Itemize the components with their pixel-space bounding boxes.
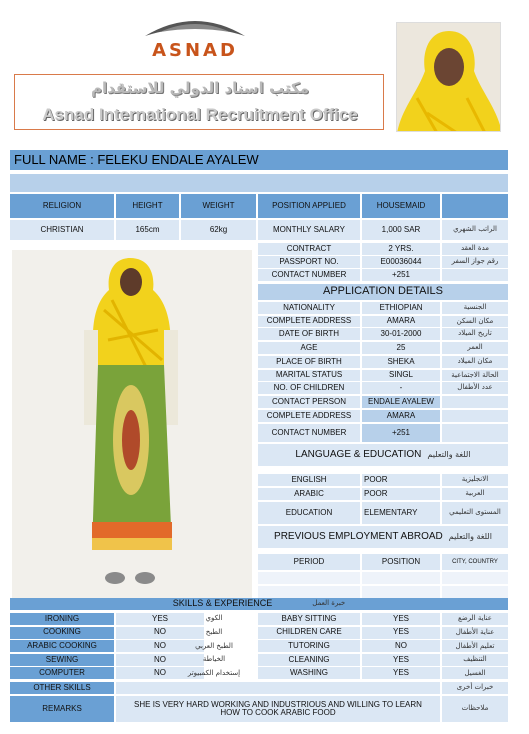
contract-arabic: مدة العقد <box>442 243 508 255</box>
skills-title-bar <box>10 598 508 610</box>
employment-title-bar <box>258 526 508 548</box>
application-label: COMPLETE ADDRESS <box>258 316 360 327</box>
language-title: LANGUAGE & EDUCATION <box>295 448 422 460</box>
language-value: POOR <box>362 488 440 500</box>
skill-label: CHILDREN CARE <box>258 627 360 639</box>
contract-arabic: رقم جواز السفر <box>442 256 508 268</box>
skill-arabic: تعليم الأطفال <box>442 640 508 652</box>
application-arabic: الحالة الاجتماعية <box>442 370 508 381</box>
skill-arabic: الغسيل <box>442 667 508 679</box>
skill-value: NO <box>116 667 204 679</box>
other-skills-value <box>116 682 440 694</box>
contract-label: PASSPORT NO. <box>258 256 360 268</box>
skill-label: BABY SITTING <box>258 613 360 625</box>
application-value: SHEKA <box>362 356 440 368</box>
period-header: PERIOD <box>258 554 360 570</box>
contract-value: 2 YRS. <box>362 243 440 255</box>
language-arabic: الانجليزية <box>442 474 508 486</box>
remarks-arabic: ملاحظات <box>442 696 508 722</box>
office-title-english: Asnad International Recruitment Office <box>42 105 358 124</box>
skill-arabic: عناية الأطفال <box>442 627 508 639</box>
application-value: AMARA <box>362 316 440 327</box>
skill-value: YES <box>362 667 440 679</box>
skill-label: COOKING <box>10 627 114 639</box>
language-label: ENGLISH <box>258 474 360 486</box>
skill-label: TUTORING <box>258 640 360 652</box>
skill-value: NO <box>362 640 440 652</box>
employment-empty-row <box>258 586 360 598</box>
skills-title: SKILLS & EXPERIENCE <box>172 598 273 609</box>
company-logo <box>100 8 290 60</box>
logo-text: ASNAD <box>152 40 238 61</box>
contract-label: CONTRACT <box>258 243 360 255</box>
application-arabic: تاريخ الميلاد <box>442 328 508 340</box>
header-blank <box>442 194 508 218</box>
application-arabic: عدد الأطفال <box>442 382 508 394</box>
application-label: AGE <box>258 342 360 354</box>
language-title-bar <box>258 444 508 466</box>
application-label: MARITAL STATUS <box>258 370 360 381</box>
skill-value: YES <box>362 627 440 639</box>
employment-empty-row <box>442 572 508 584</box>
application-label: NO. OF CHILDREN <box>258 382 360 394</box>
salary-label: MONTHLY SALARY <box>258 220 360 240</box>
application-value: ENDALE AYALEW <box>362 396 440 408</box>
skill-value: YES <box>116 613 204 625</box>
employment-empty-row <box>362 586 440 598</box>
application-arabic: مكان الميلاد <box>442 356 508 368</box>
employment-empty-row <box>362 572 440 584</box>
application-value: - <box>362 382 440 394</box>
other-skills-arabic: خبرات أخرى <box>442 682 508 694</box>
application-arabic <box>442 410 508 422</box>
language-label: EDUCATION <box>258 502 360 524</box>
skill-value: NO <box>116 654 204 666</box>
application-value: AMARA <box>362 410 440 422</box>
skill-label: CLEANING <box>258 654 360 666</box>
position-header: POSITION APPLIED <box>258 194 360 218</box>
application-label: PLACE OF BIRTH <box>258 356 360 368</box>
employment-empty-row <box>258 572 360 584</box>
skill-arabic: الخياطة <box>202 655 226 664</box>
position-col-header: POSITION <box>362 554 440 570</box>
skill-arabic: الكوي <box>205 614 223 623</box>
language-value: ELEMENTARY <box>362 502 440 524</box>
language-title-arabic: اللغة والتعليم <box>427 449 471 459</box>
application-label: CONTACT PERSON <box>258 396 360 408</box>
salary-value: 1,000 SAR <box>362 220 440 240</box>
language-label: ARABIC <box>258 488 360 500</box>
application-arabic <box>442 396 508 408</box>
skill-label: ARABIC COOKING <box>10 640 114 652</box>
contract-arabic <box>442 269 508 281</box>
contract-value: E00036044 <box>362 256 440 268</box>
application-value: 30-01-2000 <box>362 328 440 340</box>
application-value: +251 <box>362 424 440 442</box>
full-body-photo <box>12 250 252 598</box>
city-header: CITY, COUNTRY <box>442 554 508 570</box>
skill-value: YES <box>362 654 440 666</box>
religion-header: RELIGION <box>10 194 114 218</box>
height-header: HEIGHT <box>116 194 179 218</box>
application-arabic: الجنسية <box>442 302 508 314</box>
application-arabic <box>442 424 508 442</box>
remarks-text: SHE IS VERY HARD WORKING AND INDUSTRIOUS AND WILLING TO LEARN HOW TO COOK ARABIC FOOD <box>134 699 422 717</box>
application-value: ETHIOPIAN <box>362 302 440 314</box>
office-title-box <box>14 74 384 130</box>
application-arabic: العمر <box>442 342 508 354</box>
skill-value: YES <box>362 613 440 625</box>
employment-title-arabic: اللغة والتعليم <box>448 531 492 541</box>
application-arabic: مكان السكن <box>442 316 508 327</box>
skill-arabic: التنظيف <box>442 654 508 666</box>
full-name-bar <box>10 150 508 170</box>
language-arabic: المستوى التعليمي <box>442 502 508 524</box>
height-value: 165cm <box>116 220 179 240</box>
skill-arabic: الطبخ العربي <box>195 641 233 650</box>
employment-empty-row <box>442 586 508 598</box>
full-name: FULL NAME : FELEKU ENDALE AYALEW <box>14 152 259 168</box>
application-title: APPLICATION DETAILS <box>258 284 508 300</box>
housemaid-header: HOUSEMAID <box>362 194 440 218</box>
application-label: NATIONALITY <box>258 302 360 314</box>
language-value: POOR <box>362 474 440 486</box>
skill-label: COMPUTER <box>10 667 114 679</box>
skill-value: NO <box>116 640 204 652</box>
application-label: DATE OF BIRTH <box>258 328 360 340</box>
contract-label: CONTACT NUMBER <box>258 269 360 281</box>
weight-header: WEIGHT <box>181 194 256 218</box>
application-value: SINGL <box>362 370 440 381</box>
skill-arabic: الطبخ <box>205 627 223 636</box>
remarks-value <box>116 696 440 722</box>
salary-arabic: الراتب الشهري <box>442 220 508 240</box>
spacer-bar <box>10 174 508 192</box>
application-label: CONTACT NUMBER <box>258 424 360 442</box>
portrait-photo <box>396 22 501 132</box>
remarks-label: REMARKS <box>10 696 114 722</box>
skill-value: NO <box>116 627 204 639</box>
skill-arabic: عناية الرضع <box>442 613 508 625</box>
skills-title-arabic: خبرة العمل <box>312 599 346 608</box>
skill-arabic: إستخدام الكمبيوتر <box>187 668 241 677</box>
skill-label: WASHING <box>258 667 360 679</box>
employment-title: PREVIOUS EMPLOYMENT ABROAD <box>274 530 443 542</box>
office-title-arabic: مكتب اسناد الدولي للاستقدام <box>90 79 310 97</box>
religion-value: CHRISTIAN <box>10 220 114 240</box>
language-arabic: العربية <box>442 488 508 500</box>
weight-value: 62kg <box>181 220 256 240</box>
other-skills-label: OTHER SKILLS <box>10 682 114 694</box>
application-label: COMPLETE ADDRESS <box>258 410 360 422</box>
skill-label: IRONING <box>10 613 114 625</box>
application-value: 25 <box>362 342 440 354</box>
contract-value: +251 <box>362 269 440 281</box>
skill-label: SEWING <box>10 654 114 666</box>
